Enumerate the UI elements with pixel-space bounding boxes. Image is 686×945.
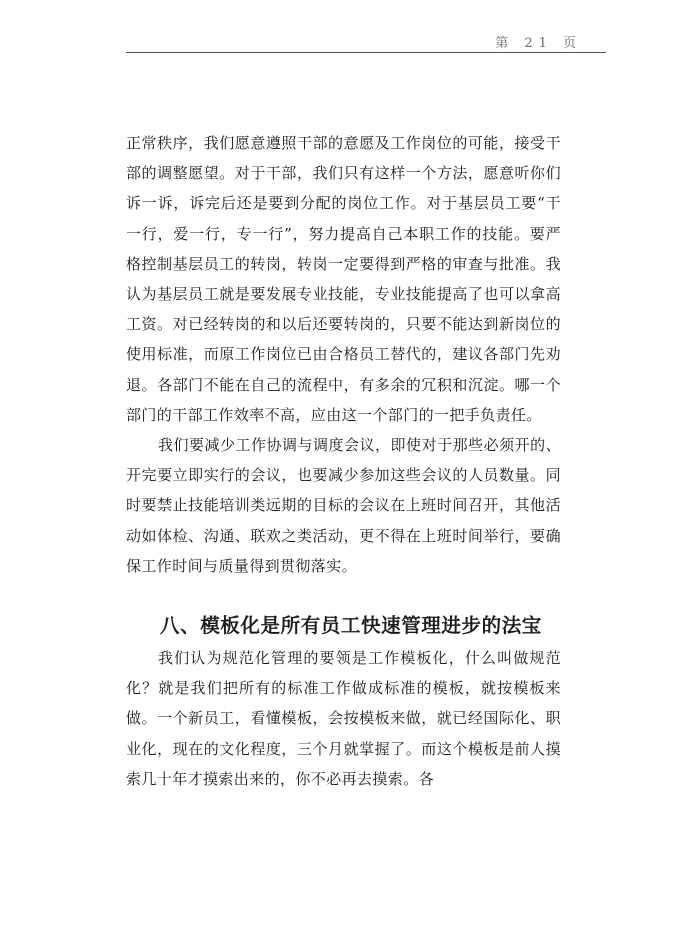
body-paragraph: 我们要减少工作协调与调度会议，即使对于那些必须开的、开完要立即实行的会议，也要减少参加这些会议的人员数量。同时要禁止技能培训类远期的目标的会议在上班时间召开，其他活动如体检、沟通、联欢之类活动，更不得在上班时间举行，要确保工作时间与质量得到贯彻落实。 [126,436,561,575]
body-paragraph: 正常秩序，我们愿意遵照干部的意愿及工作岗位的可能，接受干部的调整愿望。对于干部，我们只有这样一个方法，愿意听你们诉一诉，诉完后还是要到分配的岗位工作。对于基层员工要“干一行，爱一行，专一行”，努力提高自己本职工作的技能。要严格控制基层员工的转岗，转岗一定要得到严格的审查与批准。我认为基层员工就是要发展专业技能，专业技能提高了也可以拿高工资。对已经转岗的和以后还要转岗的，只要不能达到新岗位的使用标准，而原工作岗位已由合格员工替代的，建议各部门先劝退。各部门不能在自己的流程中，有多余的冗积和沉淀。哪一个部门的干部工作效率不高，应由这一个部门的一把手负责任。 [126,134,561,424]
body-paragraph: 我们认为规范化管理的要领是工作模板化，什么叫做规范化？就是我们把所有的标准工作做成标准的模板，就按模板来做。一个新员工，看懂模板，会按模板来做，就已经国际化、职业化，现在的文化程度，三个月就掌握了。而这个模板是前人摸索几十年才摸索出来的，你不必再去摸索。各 [126,649,561,788]
page-header [126,28,606,53]
section-heading: 八、模板化是所有员工快速管理进步的法宝 [160,614,542,638]
document-body [126,128,561,794]
page-number: 第 21 页 [495,36,582,51]
